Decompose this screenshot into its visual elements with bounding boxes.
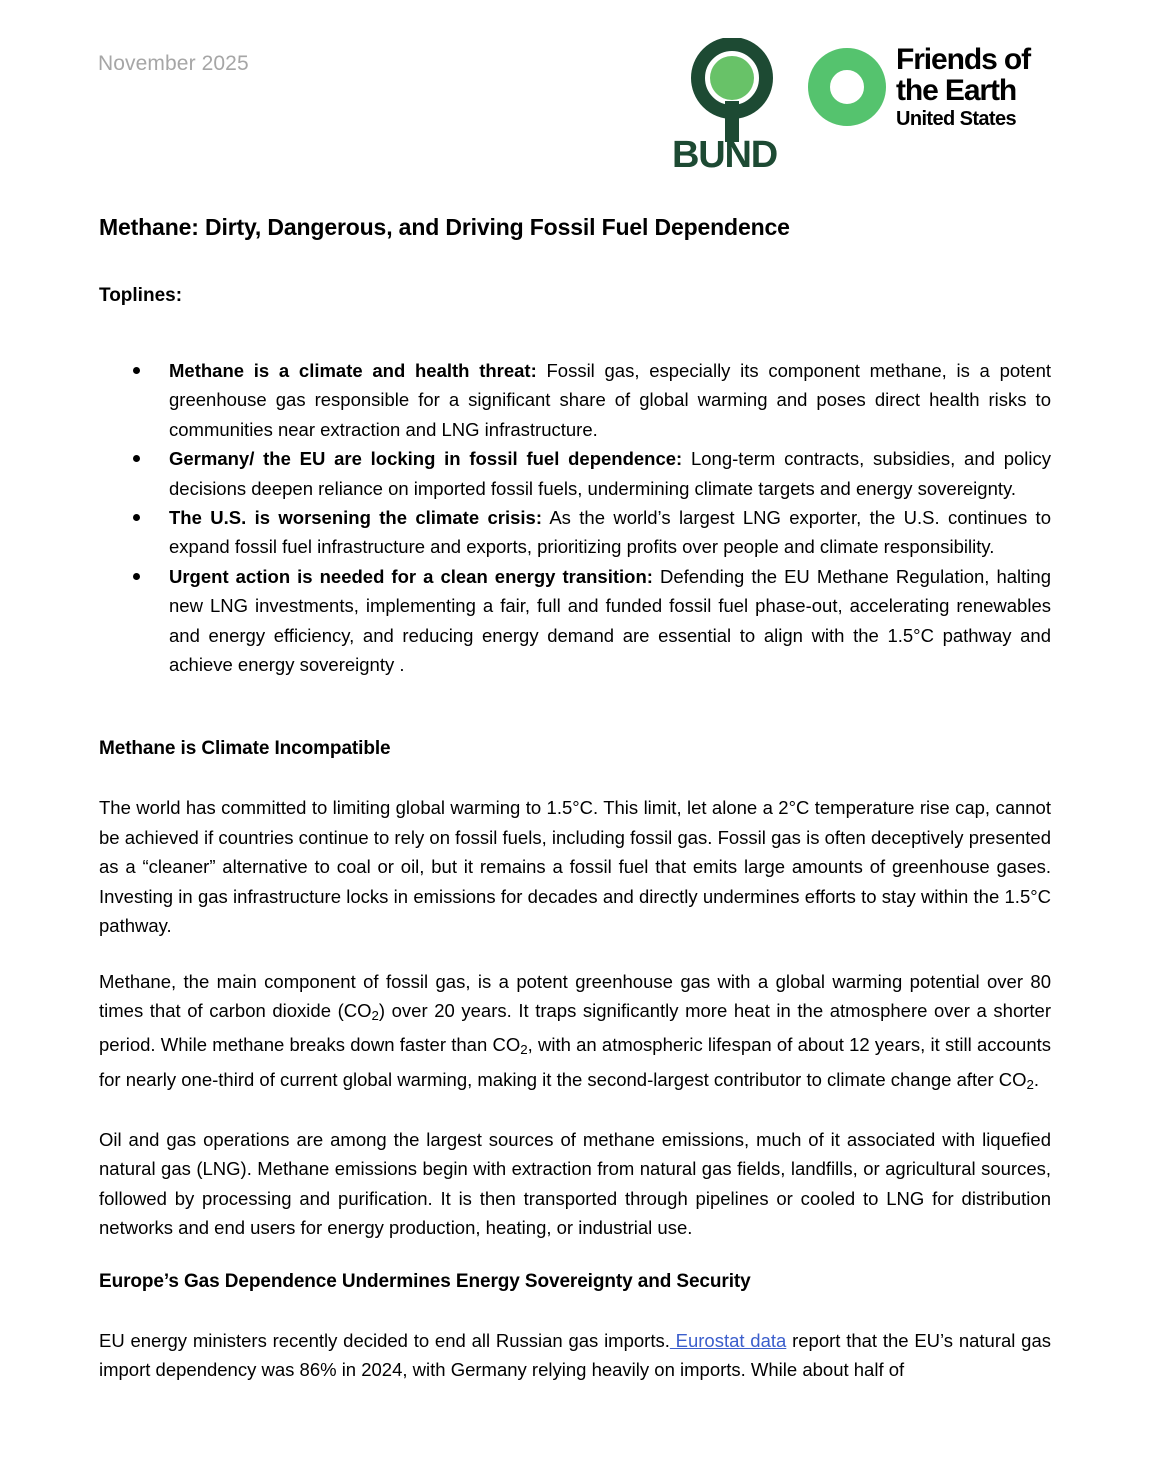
foe-ring-icon [808, 48, 886, 126]
document-date: November 2025 [98, 52, 249, 75]
list-item [99, 356, 1051, 444]
eurostat-data-link[interactable]: Eurostat data [669, 1329, 787, 1351]
section-heading-methane-climate-incompatible: Methane is Climate Incompatible [99, 738, 391, 760]
topline-lead: Germany/ the EU are locking in fossil fuel dependence: [169, 448, 683, 470]
friends-of-the-earth-logo [808, 44, 1038, 140]
topline-lead: Methane is a climate and health threat: [169, 360, 537, 381]
paragraph-methane-2 [99, 967, 1051, 1099]
spacer [99, 941, 1051, 967]
paragraph-text: Methane, the main component of fossil gas, is a potent greenhouse gas with a global warming potential over 80 times that of carbon dioxide (CO [99, 970, 1051, 1021]
bund-wordmark: BUND [672, 134, 777, 176]
foe-line-1: Friends of [896, 43, 1031, 76]
paragraph-europe-1 [99, 1326, 1051, 1385]
topline-text: As the world’s largest LNG exporter, the U.S. continues to expand fossil fuel infrastructure and exports, prioritizing profits over people and climate responsibility. [169, 507, 1051, 558]
co2-subscript: 2 [520, 1042, 528, 1058]
foe-line-2: the Earth [896, 74, 1017, 107]
spacer [99, 679, 1051, 736]
spacer [99, 1295, 1051, 1326]
bund-tree-mark-icon [690, 38, 774, 147]
topline-lead: Urgent action is needed for a clean energy transition: [169, 565, 653, 587]
foe-wordmark [896, 44, 1030, 131]
toplines-list [99, 356, 1051, 679]
logo-group [672, 38, 1038, 176]
toplines-label: Toplines: [99, 285, 183, 306]
paragraph-text: report that the EU’s natural gas import dependency was 86% in 2024, with Germany relying heavily on imports. While about half of [99, 1329, 1051, 1380]
page-header [0, 0, 1150, 175]
foe-line-3: United States [896, 108, 1017, 130]
paragraph-text: ) over 20 years. It traps significantly more heat in the atmosphere over a shorter period. While methane breaks down faster than CO [99, 999, 1051, 1056]
bund-logo [672, 38, 790, 176]
paragraph-text: EU energy ministers recently decided to end all Russian gas imports. [99, 1329, 670, 1351]
paragraph-methane-3: Oil and gas operations are among the largest sources of methane emissions, much of it associated with liquefied natural gas (LNG). Methane emissions begin with extraction from natural gas fields, landfills, or agricultural sources, followed by processing and purification. It is then transported through pipelines or cooled to LNG for distribution networks and end users for energy production, heating, or industrial use. [99, 1128, 1051, 1239]
document-body [99, 212, 1051, 1384]
page-title: Methane: Dirty, Dangerous, and Driving Fossil Fuel Dependence [99, 214, 790, 240]
spacer [99, 1099, 1051, 1125]
co2-subscript: 2 [1026, 1076, 1034, 1092]
topline-text: Fossil gas, especially its component methane, is a potent greenhouse gas responsible for a significant share of global warming and poses direct health risks to communities near extraction and LNG infrastructure. [169, 360, 1052, 440]
topline-text: Defending the EU Methane Regulation, halting new LNG investments, implementing a fair, full and funded fossil fuel phase-out, accelerating renewables and energy efficiency, and reducing energy demand are essential to align with the 1.5°C pathway and achieve energy sovereignty . [169, 565, 1051, 676]
topline-lead: The U.S. is worsening the climate crisis: [169, 507, 542, 529]
list-item [99, 503, 1051, 562]
list-item [99, 562, 1051, 680]
section-heading-europe-gas-dependence: Europe’s Gas Dependence Undermines Energy Sovereignty and Security [99, 1270, 751, 1292]
spacer [99, 762, 1051, 793]
topline-text: Long-term contracts, subsidies, and policy decisions deepen reliance on imported fossil fuels, undermining climate targets and energy sovereignty. [169, 448, 1051, 499]
list-item [99, 444, 1051, 503]
paragraph-text: , with an atmospheric lifespan of about 12 years, it still accounts for nearly one-third of current global warming, making it the second-largest contributor to climate change after CO [99, 1034, 1051, 1090]
co2-subscript: 2 [371, 1007, 379, 1023]
spacer [99, 1243, 1051, 1269]
paragraph-methane-1: The world has committed to limiting global warming to 1.5°C. This limit, let alone a 2°C temperature rise cap, cannot be achieved if countries continue to rely on fossil fuels, including fossil gas. Fossil gas is often deceptively presented as a “cleaner” alternative to coal or oil, but it remains a fossil fuel that emits large amounts of greenhouse gases. Investing in gas infrastructure locks in emissions for decades and directly undermines efforts to stay within the 1.5°C pathway. [99, 797, 1051, 937]
paragraph-text: . [1033, 1068, 1040, 1090]
